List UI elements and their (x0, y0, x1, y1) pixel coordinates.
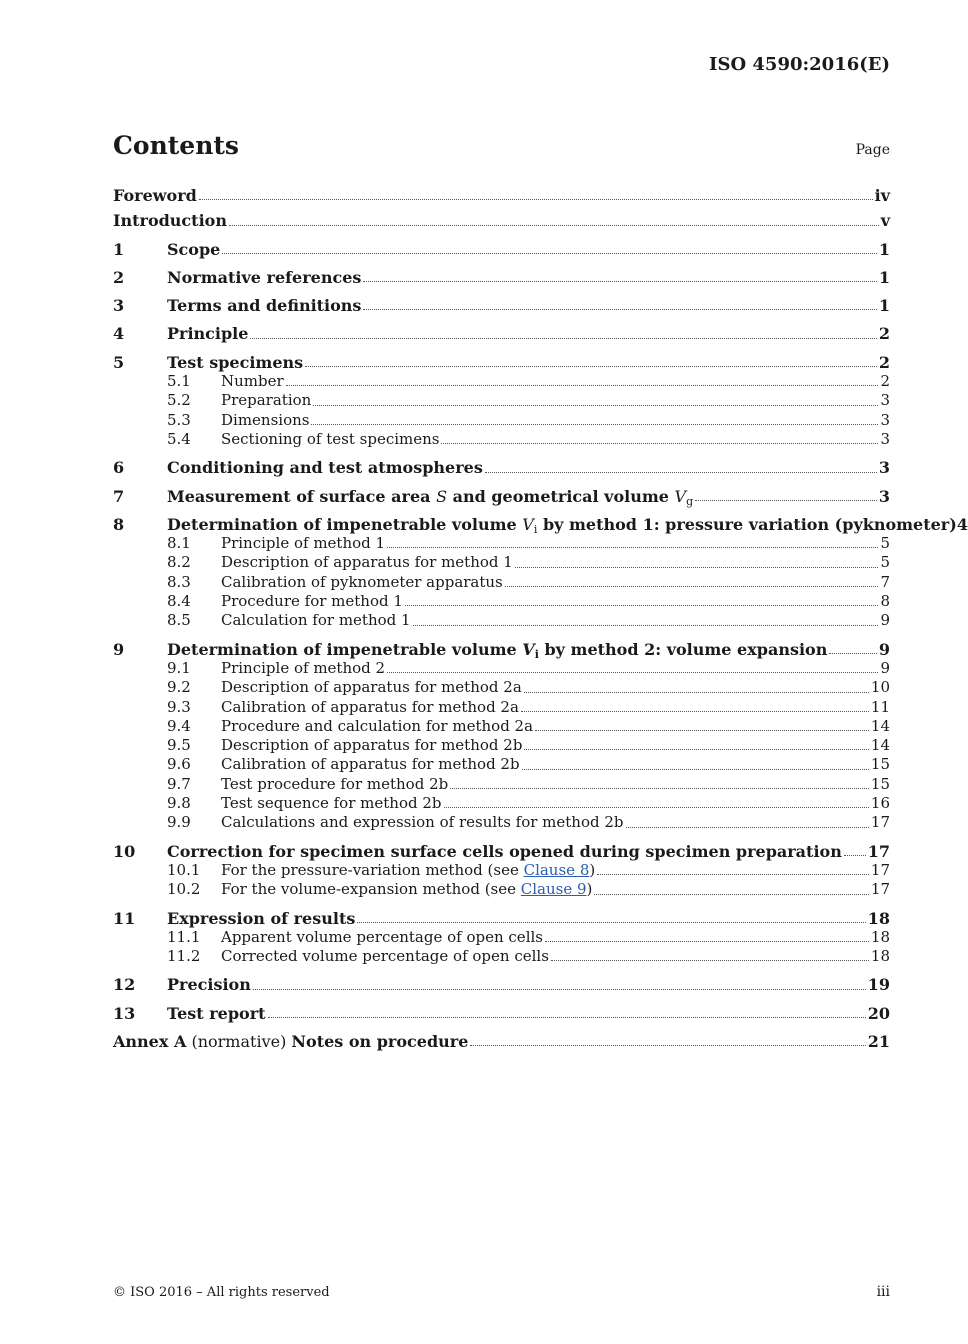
toc-label: Correction for specimen surface cells opened during specimen preparation (167, 841, 842, 861)
dot-leader (286, 372, 879, 391)
dot-leader (363, 296, 876, 315)
toc-entry-9-2[interactable] (113, 678, 890, 697)
toc-number: 7 (113, 486, 125, 506)
toc-label: Test specimens (167, 352, 304, 372)
toc-number: 8.2 (167, 553, 191, 572)
symbol-v: V (674, 486, 687, 506)
page-column-label: Page (855, 142, 890, 158)
toc-entry-11[interactable] (113, 909, 890, 928)
toc-label-part: by method 2: volume expansion (538, 639, 828, 659)
toc-number: 9.6 (167, 755, 191, 774)
toc-number: 5 (113, 352, 125, 372)
toc-label: Number (221, 372, 284, 391)
toc-label-part: For the pressure-variation method (see (221, 860, 524, 879)
toc-label: Terms and definitions (167, 296, 362, 316)
toc-label: Calibration of apparatus for method 2b (221, 755, 520, 774)
toc-entry-9-9[interactable] (113, 813, 890, 832)
dot-leader (363, 268, 876, 287)
toc-page: 2 (880, 372, 890, 391)
toc-page: iv (874, 186, 890, 205)
toc-number: 10.1 (167, 860, 201, 879)
annex-type: (normative) (186, 1031, 292, 1051)
document-id: ISO 4590:2016(E) (709, 54, 890, 75)
toc-entry-10[interactable] (113, 842, 890, 861)
toc-entry-9-1[interactable] (113, 659, 890, 678)
toc-number: 9.7 (167, 774, 191, 793)
toc-label: Principle (167, 324, 249, 344)
toc-number: 8.5 (167, 611, 191, 630)
toc-page: 3 (880, 410, 890, 429)
toc-entry-5-3[interactable] (113, 411, 890, 430)
symbol-v: V (522, 639, 535, 659)
toc-label-part: ) (589, 860, 596, 879)
toc-page: 9 (880, 658, 890, 677)
toc-page: 11 (870, 697, 890, 716)
copyright-notice: © ISO 2016 – All rights reserved (113, 1285, 330, 1300)
annex-label: Annex A (113, 1031, 187, 1051)
toc-page: 14 (870, 716, 890, 735)
clause-8-link[interactable]: Clause 8 (523, 860, 590, 879)
toc-label (221, 861, 595, 880)
toc-label: Precision (167, 975, 251, 995)
toc-label-part: For the volume-expansion method (see (221, 880, 521, 899)
toc-number: 8.3 (167, 572, 191, 591)
toc-label: Calculation for method 1 (221, 611, 411, 630)
toc-number: 5.2 (167, 391, 191, 410)
toc-page: 9 (878, 639, 890, 659)
toc-label-part: by method 1: pressure variation (pyknometer) (537, 514, 957, 534)
toc-entry-foreword[interactable] (113, 186, 890, 205)
dot-leader (250, 324, 876, 343)
toc-page: 18 (870, 927, 890, 946)
toc-label: Scope (167, 239, 221, 259)
toc-label: Test procedure for method 2b (221, 774, 449, 793)
dot-leader (387, 534, 878, 553)
dot-leader (515, 553, 879, 572)
dot-leader (524, 678, 869, 697)
dot-leader (311, 411, 878, 430)
toc-number: 6 (113, 458, 125, 478)
dot-leader (522, 755, 869, 774)
toc-label: Expression of results (167, 908, 356, 928)
dot-leader (313, 391, 878, 410)
toc-entry-13[interactable] (113, 1004, 890, 1023)
toc-number: 5.3 (167, 410, 191, 429)
toc-number: 11 (113, 908, 136, 928)
toc-entry-8-1[interactable] (113, 534, 890, 553)
dot-leader (545, 928, 869, 947)
toc-label: Calibration of pyknometer apparatus (221, 572, 503, 591)
dot-leader (626, 813, 869, 832)
toc-page: 21 (867, 1031, 890, 1051)
toc-number: 8 (113, 514, 125, 534)
dot-leader (441, 430, 878, 449)
toc-entry-12[interactable] (113, 975, 890, 994)
toc-page: 14 (870, 736, 890, 755)
dot-leader (695, 487, 877, 506)
toc-entry-11-1[interactable] (113, 928, 890, 947)
toc-label: Conditioning and test atmospheres (167, 458, 483, 478)
toc-label-part: Determination of impenetrable volume (167, 639, 523, 659)
dot-leader (485, 458, 877, 477)
toc-number: 11.2 (167, 947, 201, 966)
toc-number: 9.4 (167, 716, 191, 735)
toc-label: Procedure and calculation for method 2a (221, 716, 534, 735)
toc-entry-9-5[interactable] (113, 736, 890, 755)
dot-leader (387, 659, 878, 678)
toc-number: 9 (113, 639, 125, 659)
toc-label (113, 1032, 468, 1051)
toc-entry-8-3[interactable] (113, 573, 890, 592)
toc-page: 18 (867, 908, 890, 928)
toc-page: 5 (880, 534, 890, 553)
symbol-subscript: g (686, 494, 694, 508)
toc-page: 17 (870, 813, 890, 832)
dot-leader (844, 842, 866, 861)
toc-page: 3 (878, 458, 890, 478)
toc-page: 19 (867, 975, 890, 995)
toc-label: Dimensions (221, 410, 310, 429)
toc-number: 8.1 (167, 534, 191, 553)
toc-page: 1 (878, 267, 890, 287)
toc-page: 9 (880, 611, 890, 630)
toc-number: 9.2 (167, 678, 191, 697)
toc-label (221, 880, 592, 899)
toc-number: 4 (113, 324, 125, 344)
toc-page: 17 (870, 860, 890, 879)
clause-9-link[interactable]: Clause 9 (520, 880, 587, 899)
toc-entry-annex-a[interactable] (113, 1032, 890, 1051)
toc-entry-9-3[interactable] (113, 698, 890, 717)
toc-number: 5.1 (167, 372, 191, 391)
dot-leader (829, 640, 877, 659)
dot-leader (505, 573, 879, 592)
toc-number: 9.3 (167, 697, 191, 716)
toc-label: Procedure for method 1 (221, 592, 403, 611)
toc-entry-5-2[interactable] (113, 391, 890, 410)
toc-number: 9.9 (167, 813, 191, 832)
toc-entry-1[interactable] (113, 240, 890, 259)
dot-leader (405, 592, 879, 611)
toc-page: 18 (870, 947, 890, 966)
toc-page: 10 (870, 678, 890, 697)
toc-label: Description of apparatus for method 1 (221, 553, 513, 572)
toc-label: Apparent volume percentage of open cells (221, 927, 543, 946)
dot-leader (413, 611, 879, 630)
symbol-subscript: i (534, 647, 539, 661)
toc-page: 3 (878, 486, 890, 506)
toc-page: 1 (878, 296, 890, 316)
toc-entry-9-6[interactable] (113, 755, 890, 774)
toc-page: v (880, 211, 890, 231)
dot-leader (597, 861, 869, 880)
table-of-contents (113, 182, 968, 1051)
toc-label: Normative references (167, 267, 362, 287)
toc-label: Foreword (113, 186, 197, 205)
toc-entry-9[interactable] (113, 640, 890, 659)
toc-page: 3 (880, 391, 890, 410)
toc-number: 5.4 (167, 429, 191, 448)
dot-leader (450, 775, 869, 794)
dot-leader (357, 909, 865, 928)
toc-entry-5-4[interactable] (113, 430, 890, 449)
toc-label-part: Determination of impenetrable volume (167, 514, 523, 534)
toc-label: Test sequence for method 2b (221, 794, 442, 813)
dot-leader (222, 240, 877, 259)
toc-entry-10-2[interactable] (113, 880, 890, 899)
toc-number: 10 (113, 841, 136, 861)
toc-entry-7[interactable] (113, 487, 890, 506)
toc-number: 11.1 (167, 927, 201, 946)
toc-entry-4[interactable] (113, 324, 890, 343)
dot-leader (594, 880, 869, 899)
toc-page: 5 (880, 553, 890, 572)
toc-entry-11-2[interactable] (113, 947, 890, 966)
toc-page: 2 (878, 352, 890, 372)
toc-number: 9.5 (167, 736, 191, 755)
toc-entry-8-2[interactable] (113, 553, 890, 572)
page-number: iii (876, 1284, 890, 1300)
toc-entry-5-1[interactable] (113, 372, 890, 391)
dot-leader (305, 353, 877, 372)
toc-label: Description of apparatus for method 2a (221, 678, 522, 697)
toc-number: 2 (113, 267, 125, 287)
toc-label-part: and geometrical volume (447, 486, 675, 506)
toc-page: 17 (867, 841, 890, 861)
dot-leader (535, 717, 869, 736)
toc-page: 3 (880, 429, 890, 448)
toc-label: Principle of method 2 (221, 658, 386, 677)
toc-label: Sectioning of test specimens (221, 429, 440, 448)
dot-leader (268, 1004, 866, 1023)
toc-page: 16 (870, 794, 890, 813)
toc-entry-9-7[interactable] (113, 775, 890, 794)
toc-number: 1 (113, 239, 125, 259)
toc-label: Description of apparatus for method 2b (221, 736, 523, 755)
dot-leader (229, 211, 879, 230)
toc-page: 15 (870, 774, 890, 793)
toc-entry-6[interactable] (113, 458, 890, 477)
dot-leader (551, 947, 869, 966)
toc-label: Calculations and expression of results for method 2b (221, 813, 624, 832)
toc-entry-9-8[interactable] (113, 794, 890, 813)
symbol-s: S (436, 486, 448, 506)
toc-number: 10.2 (167, 880, 201, 899)
toc-label (167, 487, 693, 511)
toc-label-part: Measurement of surface area (167, 486, 437, 506)
toc-page: 1 (878, 239, 890, 259)
toc-page: 4 (956, 514, 968, 534)
toc-entry-10-1[interactable] (113, 861, 890, 880)
toc-entry-3[interactable] (113, 296, 890, 315)
toc-entry-9-4[interactable] (113, 717, 890, 736)
toc-page: 8 (880, 592, 890, 611)
toc-number: 13 (113, 1003, 136, 1023)
toc-entry-2[interactable] (113, 268, 890, 287)
symbol-subscript: i (533, 522, 538, 536)
toc-label: Test report (167, 1003, 266, 1023)
toc-label: Introduction (113, 211, 227, 231)
toc-label-part: ) (586, 880, 593, 899)
dot-leader (521, 698, 869, 717)
toc-label: Calibration of apparatus for method 2a (221, 697, 519, 716)
dot-leader (199, 186, 873, 205)
toc-entry-8-4[interactable] (113, 592, 890, 611)
toc-page: 17 (870, 880, 890, 899)
dot-leader (470, 1032, 865, 1051)
dot-leader (253, 975, 866, 994)
dot-leader (524, 736, 868, 755)
toc-number: 9.1 (167, 658, 191, 677)
toc-number: 8.4 (167, 592, 191, 611)
toc-entry-5[interactable] (113, 353, 890, 372)
toc-page: 20 (867, 1003, 890, 1023)
toc-page: 15 (870, 755, 890, 774)
toc-label: Preparation (221, 391, 312, 410)
toc-number: 12 (113, 975, 136, 995)
toc-number: 3 (113, 296, 125, 316)
symbol-v: V (522, 514, 534, 534)
dot-leader (444, 794, 869, 813)
annex-title: Notes on procedure (291, 1031, 469, 1051)
toc-number: 9.8 (167, 794, 191, 813)
toc-entry-8[interactable] (113, 514, 968, 536)
toc-label: Principle of method 1 (221, 534, 386, 553)
toc-label: Corrected volume percentage of open cells (221, 947, 549, 966)
page-title: Contents (113, 131, 240, 160)
toc-entry-introduction[interactable] (113, 211, 890, 230)
toc-entry-8-5[interactable] (113, 611, 890, 630)
toc-page: 2 (878, 324, 890, 344)
toc-page: 7 (880, 572, 890, 591)
